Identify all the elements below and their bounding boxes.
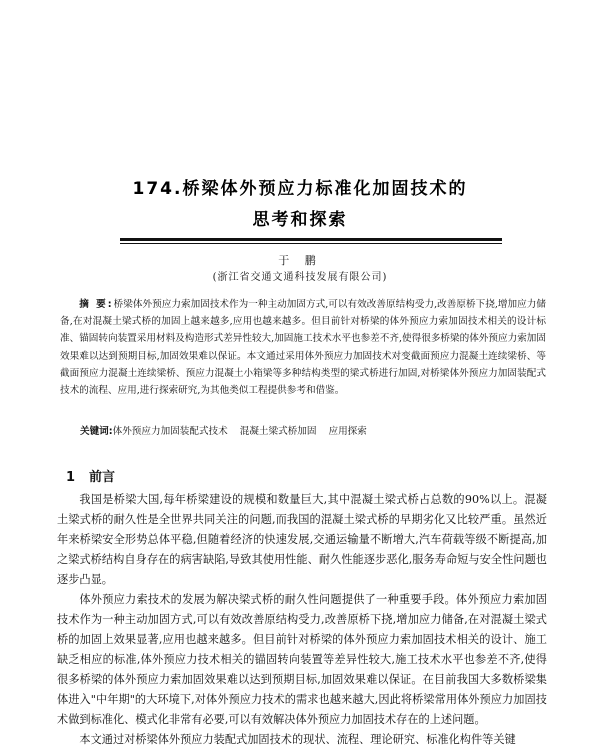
author-affiliation: (浙江省交通文通科技发展有限公司) (212, 272, 388, 283)
abstract-label: 摘 要: (79, 299, 114, 310)
thin-rule (120, 243, 502, 244)
body-paragraph: 本文通过对桥梁体外预应力装配式加固技术的现状、流程、理论研究、标准化构件等关键 (79, 733, 516, 746)
body-paragraph: 体外预应力索技术的发展为解决梁式桥的耐久性问题提供了一种重要手段。体外预应力索加固技术作为一种主动加固方式,可以有效改善原结构受力,改善原桥下挠,增加应力储备,在对混凝土梁式桥的加固上效果显著,应用也越来越多。但目前针对桥梁的体外预应力索加固技术相关的设计、施工缺乏相应的标准,体外预应力技术相关的锚固转向装置等差异性较大,施工技术水平也参差不齐,使得很多桥梁的体外预应力索加固效果难以达到预期目标,加固效果难以保证。在目前我国大多数桥梁集体进入"中年期"的大环境下,对体外预应力技术的需求也越来越大,因此将桥梁常用体外预应力加固技术做到标准化、模式化非常有必要,可以有效解决体外预应力加固技术存在的上述问题。 (57, 593, 547, 726)
abstract-block (60, 296, 546, 399)
section-number: 1 (66, 470, 76, 485)
paper-title-line-1: 174.桥梁体外预应力标准化加固技术的 (132, 179, 468, 199)
keyword: 应用探索 (328, 426, 367, 437)
abstract-text: 桥梁体外预应力索加固技术作为一种主动加固方式,可以有效改善原结构受力,改善原桥下挠,增加应力储备,在对混凝土梁式桥的加固上越来越多,应用也越来越多。但目前针对桥梁的体外预应力索加固技术相关的设计标准、锚固转向装置采用材料及构造形式差异性较大,加固施工技术水平也参差不齐,使得很多桥梁的体外预应力索加固效果难以达到预期目标,加固效果难以保证。本文通过采用体外预应力加固技术对变截面预应力混凝土连续梁桥、等截面预应力混凝土连续梁桥、预应力混凝土小箱梁等多种结构类型的梁式桥进行加固,对桥梁体外预应力加固装配式技术的流程、应用,进行探索研究,为其他类似工程提供参考和借鉴。 (60, 299, 546, 397)
body-paragraph: 我国是桥梁大国,每年桥梁建设的规模和数量巨大,其中混凝土梁式桥占总数的90%以上。混凝土梁式桥的耐久性是全世界共同关注的问题,而我国的混凝土梁式桥的早期劣化又比较严重。虽然近年来桥梁安全形势总体平稳,但随着经济的快速发展,交通运输量不断增大,汽车荷载等级不断提高,加之梁式桥结构自身存在的病害缺陷,导致其使用性能、耐久性能逐步恶化,服务寿命短与安全性问题也逐步凸显。 (57, 493, 547, 586)
abstract-paragraph (60, 296, 546, 399)
section-heading (66, 466, 115, 485)
keyword: 体外预应力加固装配式技术 (112, 426, 228, 437)
paper-title-line-2: 思考和探索 (252, 210, 348, 230)
title-double-rule (120, 238, 502, 244)
keyword: 混凝土梁式桥加固 (239, 426, 317, 437)
author-name: 于 鹏 (278, 254, 322, 267)
keywords-label: 关键词: (80, 426, 113, 437)
keywords-block (80, 424, 546, 440)
section-title: 前言 (89, 470, 116, 485)
thick-rule (120, 238, 502, 241)
body-text (57, 490, 547, 750)
